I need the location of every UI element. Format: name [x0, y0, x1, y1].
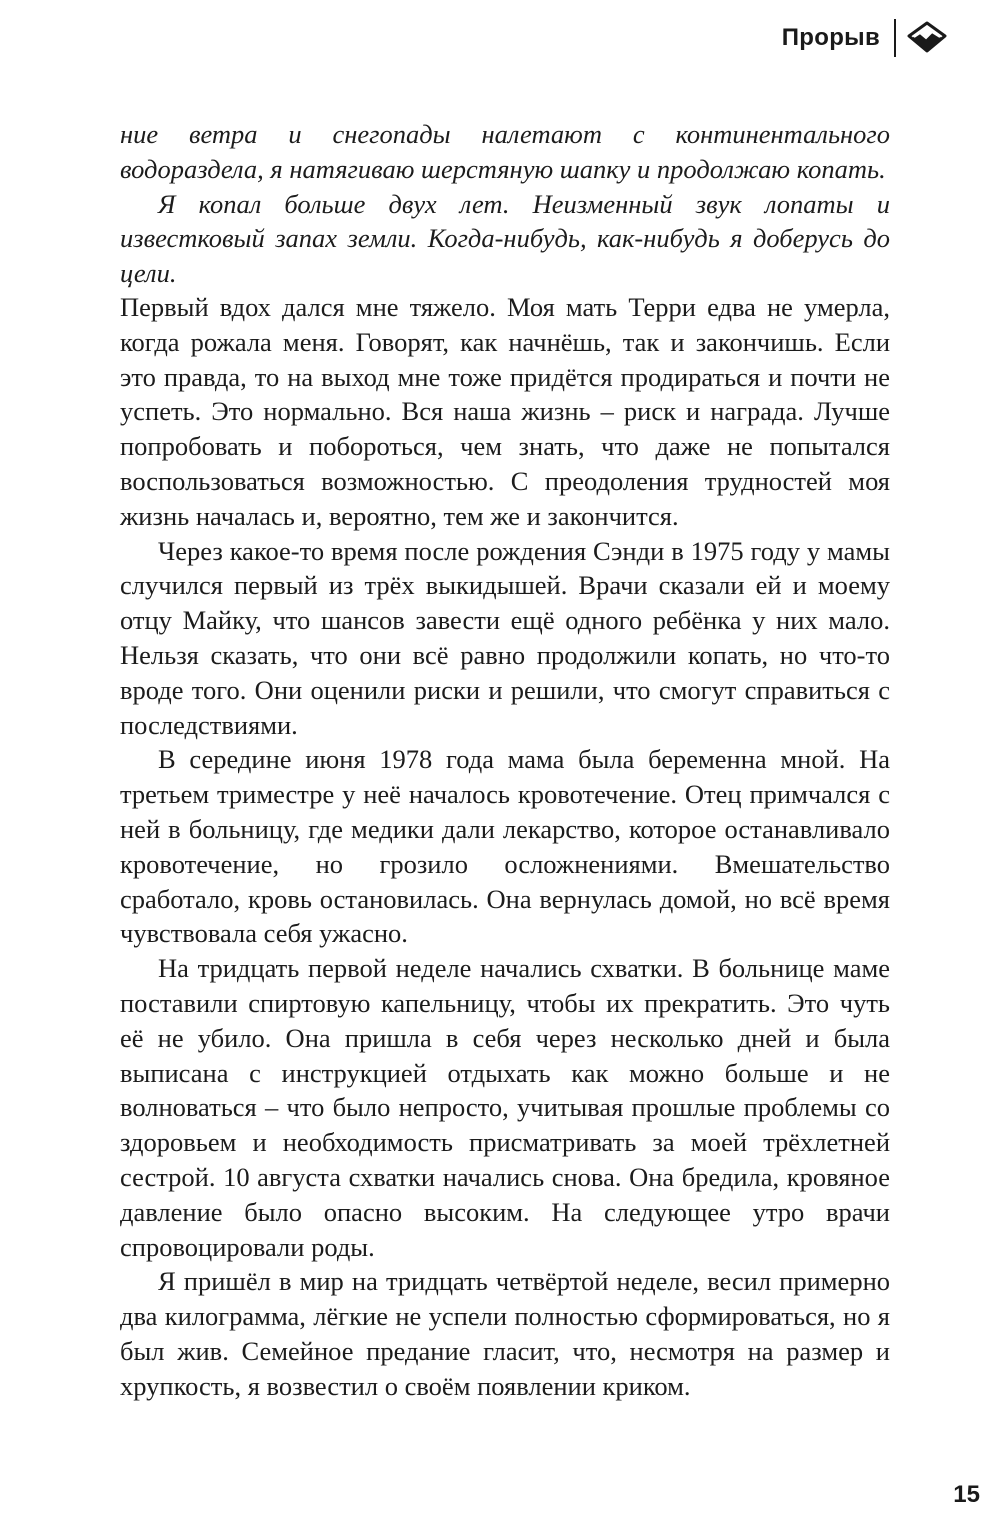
- italic-paragraph: ние ветра и снегопады налетают с континентального водораздела, я натягиваю шерстяную шапку и продолжаю копать.: [120, 119, 890, 184]
- body-paragraph: Через какое-то время после рождения Сэнди в 1975 году у мамы случился первый из трёх выкидышей. Врачи сказали ей и моему отцу Майку, что шансов завести ещё одного ребёнка у них мало. Нельзя сказать, что они всё равно продолжили копать, но что-то вроде того. Они оценили риски и решили, что смогут справиться с последствиями.: [120, 535, 890, 740]
- running-header: [782, 18, 948, 58]
- italic-epigraph: [120, 117, 890, 291]
- body-paragraph: На тридцать первой неделе начались схватки. В больнице маме поставили спиртовую капельницу, чтобы их прекратить. Это чуть её не убило. Она пришла в себя через несколько дней и была выписана с инструкцией отдыхать как можно больше и не волноваться – что было непросто, учитывая прошлые проблемы со здоровьем и необходимость присматривать за моей трёхлетней сестрой. 10 августа схватки начались снова. Она бредила, кровяное давление было опасно высоким. На следующее утро врачи спровоцировали роды.: [120, 953, 890, 1262]
- italic-paragraph: Я копал больше двух лет. Неизменный звук лопаты и известковый запах земли. Когда-нибудь, как-нибудь я доберусь до цели.: [120, 188, 890, 289]
- body-paragraph: Я пришёл в мир на тридцать четвёртой неделе, весил примерно два килограмма, лёгкие не успели полностью сформироваться, но я был жив. Семейное предание гласит, что, несмотря на размер и хрупкость, я возвестил о своём появлении криком.: [120, 1266, 890, 1401]
- running-header-title: Прорыв: [781, 24, 880, 51]
- page-number: 15: [953, 1481, 980, 1508]
- body-paragraph: Первый вдох дался мне тяжело. Моя мать Терри едва не умерла, когда рожала меня. Говорят, как начнёшь, так и закончишь. Если это правда, то на выход мне тоже придётся продираться и почти не успеть. Это нормально. Вся наша жизнь – риск и награда. Лучше попробовать и побороться, чем знать, что даже не попытался воспользоваться возможностью. С преодоления трудностей моя жизнь началась и, вероятно, тем же и закончится.: [120, 292, 890, 531]
- body-paragraph: В середине июня 1978 года мама была беременна мной. На третьем триместре у неё началось кровотечение. Отец примчался с ней в больницу, где медики дали лекарство, которое останавливало кровотечение, но грозило осложнениями. Вмешательство сработало, кровь остановилась. Она вернулась домой, но всё время чувствовала себя ужасно.: [120, 744, 890, 949]
- header-divider: [894, 19, 896, 57]
- mountain-logo-icon: [906, 21, 948, 55]
- body-text: [120, 290, 890, 1404]
